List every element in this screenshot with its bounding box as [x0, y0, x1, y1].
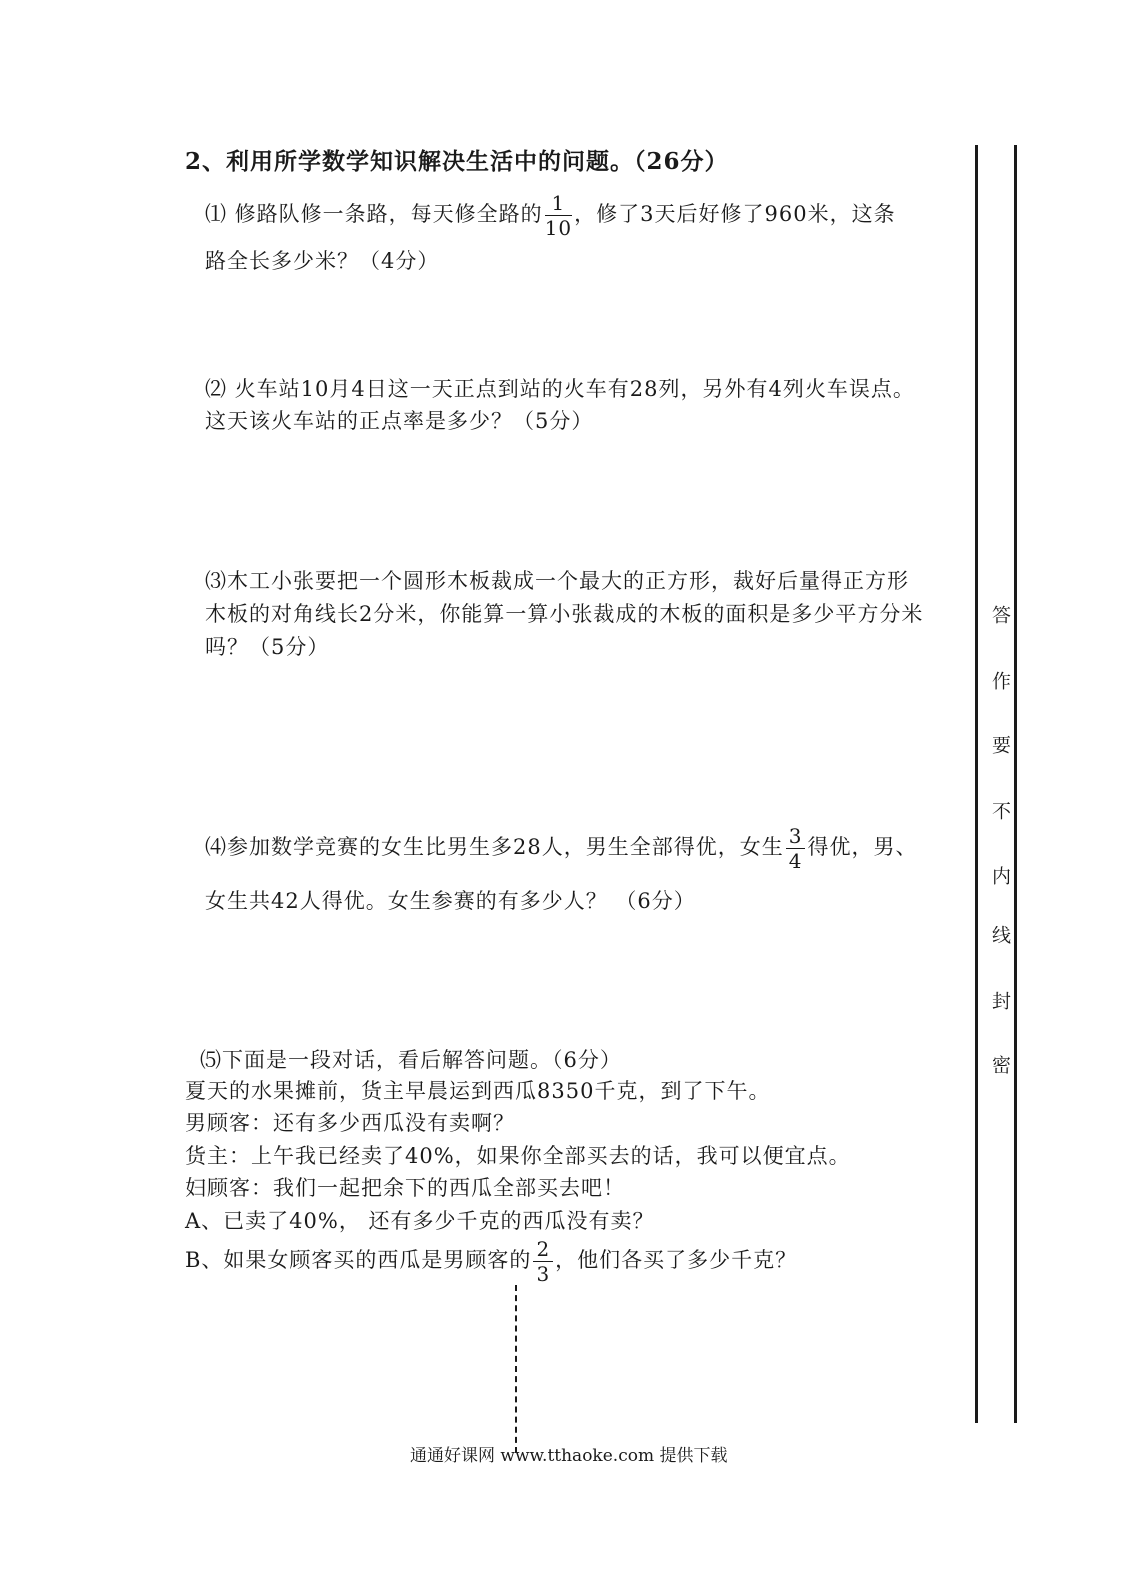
margin-line-inner [975, 145, 978, 1423]
q5-part-b [185, 1239, 797, 1284]
seal-char-7: 密 [989, 1055, 1011, 1074]
q4-frac-den: 4 [788, 849, 803, 873]
q5-intro: ⑸下面是一段对话，看后解答问题。（6分） [200, 1048, 622, 1072]
q3-line2: 木板的对角线长2分米，你能算一算小张裁成的木板的面积是多少平方分米 [205, 602, 924, 626]
seal-char-4: 内 [989, 866, 1011, 885]
q5b-frac-num: 2 [533, 1239, 553, 1262]
seal-char-3: 不 [989, 801, 1011, 820]
q5-dialog-3: 货主：上午我已经卖了40%，如果你全部买去的话，我可以便宜点。 [185, 1144, 851, 1168]
seal-char-1: 作 [989, 671, 1011, 690]
q4-line2: 女生共42人得优。女生参赛的有多少人？ （6分） [205, 889, 696, 913]
q5-dialog-4: 妇顾客：我们一起把余下的西瓜全部买去吧！ [185, 1176, 625, 1200]
q2-line1: ⑵ 火车站10月4日这一天正点到站的火车有28列，另外有4列火车误点。 [205, 377, 915, 401]
margin-line-outer [1014, 145, 1017, 1423]
q5b-fraction [533, 1239, 553, 1284]
q4-line1 [205, 826, 917, 871]
q4-text-b: 得优，男、 [807, 835, 918, 859]
seal-char-6: 封 [989, 991, 1011, 1010]
dashed-divider [515, 1285, 517, 1453]
q5b-frac-den: 3 [536, 1262, 551, 1286]
q5-dialog-1: 夏天的水果摊前，货主早晨运到西瓜8350千克，到了下午。 [185, 1079, 771, 1103]
footer-watermark: 通通好课网 www.tthaoke.com 提供下载 [410, 1446, 728, 1466]
q1-fraction [545, 193, 572, 238]
q1-text-b: ，修了3天后好修了960米，这条 [574, 202, 896, 226]
q5-dialog-2: 男顾客：还有多少西瓜没有卖啊？ [185, 1111, 515, 1135]
q2-line2: 这天该火车站的正点率是多少？（5分） [205, 409, 594, 433]
q5b-text-a: B、如果女顾客买的西瓜是男顾客的 [185, 1248, 532, 1272]
q1-frac-num: 1 [545, 193, 572, 216]
seal-char-2: 要 [989, 735, 1011, 754]
q4-text-a: ⑷参加数学竞赛的女生比男生多28人，男生全部得优，女生 [205, 835, 784, 859]
q1-frac-den: 10 [544, 216, 573, 240]
section-title: 2、利用所学数学知识解决生活中的问题。（26分） [185, 148, 729, 175]
q5b-text-b: ，他们各买了多少千克？ [555, 1248, 798, 1272]
q5-part-a: A、已卖了40%， 还有多少千克的西瓜没有卖？ [185, 1209, 655, 1233]
q3-line3: 吗？（5分） [205, 635, 330, 659]
q1-line2: 路全长多少米？（4分） [205, 249, 440, 273]
q4-frac-num: 3 [786, 826, 806, 849]
seal-char-0: 答 [989, 605, 1011, 624]
seal-char-5: 线 [989, 925, 1011, 944]
q3-line1: ⑶木工小张要把一个圆形木板裁成一个最大的正方形，裁好后量得正方形 [205, 569, 909, 593]
q4-fraction [786, 826, 806, 871]
q1-text-a: ⑴ 修路队修一条路，每天修全路的 [205, 202, 543, 226]
q1-line1 [205, 193, 896, 238]
